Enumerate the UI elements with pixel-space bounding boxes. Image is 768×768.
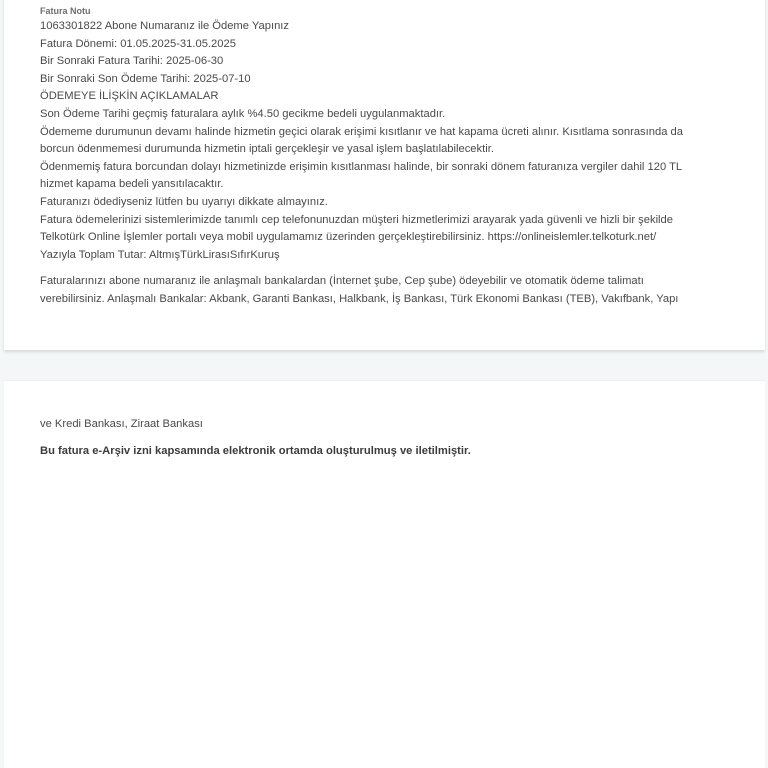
closing-fee-line-2: hizmet kapama bedeli yansıtılacaktır. <box>40 178 224 191</box>
next-due-date-line: Bir Sonraki Son Ödeme Tarihi: 2025-07-10 <box>40 72 251 85</box>
restriction-line-1: Ödememe durumunun devamı halinde hizmetin geçici olarak erişimi kısıtlanır ve hat kapama ücreti alınır. Kısıtlama sonrasında da <box>40 125 683 138</box>
invoice-note-section <box>40 5 725 309</box>
bank-info-line-1: Faturalarınızı abone numaranız ile anlaşmalı bankalardan (İnternet şube, Cep şube) ödeyebilir ve otomatik ödeme talimatı <box>40 275 644 288</box>
late-fee-line: Son Ödeme Tarihi geçmiş faturalara aylık %4.50 gecikme bedeli uygulanmaktadır. <box>40 107 446 120</box>
bank-info-continuation: ve Kredi Bankası, Ziraat Bankası <box>40 418 203 430</box>
subscriber-payment-line: 1063301822 Abone Numaranız ile Ödeme Yapınız <box>40 20 289 32</box>
bank-info-line-2: verebilirsiniz. Anlaşmalı Bankalar: Akbank, Garanti Bankası, Halkbank, İş Bankası, Türk Ekonomi Bankası (TEB), Vakıfbank, Yapı <box>40 292 679 305</box>
e-archive-notice: Bu fatura e-Arşiv izni kapsamında elektronik ortamda oluşturulmuş ve iletilmiştir. <box>40 444 471 457</box>
payment-channels-line-1: Fatura ödemelerinizi sistemlerimizde tanımlı cep telefonunuzdan müşteri hizmetlerimizi arayarak yada güvenli ve hizli bir şekilde <box>40 213 673 226</box>
page-2-content <box>40 416 725 460</box>
billing-period-line: Fatura Dönemi: 01.05.2025-31.05.2025 <box>40 37 236 50</box>
restriction-line-2: borcun ödenmemesi durumunda hizmetin iptali gerçekleşir ve yasal işlem başlatılabilecektir. <box>40 143 494 156</box>
invoice-page-2 <box>4 380 765 768</box>
note-title: Fatura Notu <box>40 6 91 16</box>
ignore-warning-line: Faturanızı ödediyseniz lütfen bu uyarıyı dikkate almayınız. <box>40 195 328 208</box>
payment-channels-line-2: Telkotürk Online İşlemler portalı veya mobil uygulamamız üzerinden gerçekleştirebilirsiniz. https://onlineislemler.telkoturk.net/ <box>40 231 657 244</box>
payment-explanations-heading: ÖDEMEYE İLİŞKİN AÇIKLAMALAR <box>40 90 219 103</box>
next-invoice-date-line: Bir Sonraki Fatura Tarihi: 2025-06-30 <box>40 55 224 68</box>
closing-fee-line-1: Ödenmemiş fatura borcundan dolayı hizmetinizde erişimin kısıtlanması halinde, bir sonraki dönem faturanıza vergiler dahil 120 TL <box>40 160 683 173</box>
total-in-words-line: Yazıyla Toplam Tutar: AltmışTürkLirasıSıfırKuruş <box>40 248 280 261</box>
spacer <box>40 264 725 273</box>
invoice-page-1 <box>4 0 765 350</box>
